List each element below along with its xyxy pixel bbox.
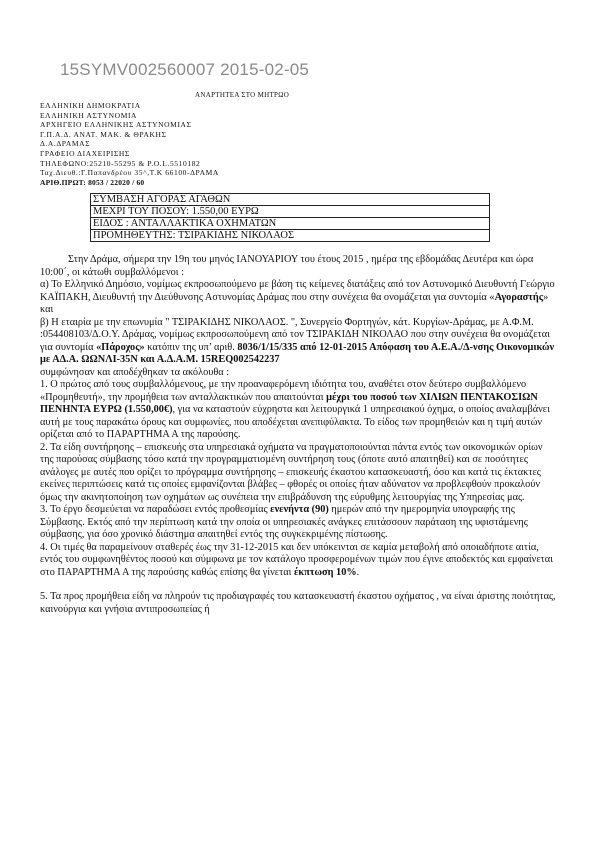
contract-item: ΕΙΔΟΣ : ΑΝΤΑΛΛΑΚΤΙΚΑ ΟΧΗΜΑΤΩΝ [91,218,490,230]
term-4-text: 4. Οι τιμές θα παραμείνουν σταθερές έως την 31-12-2015 και δεν υπόκεινται σε καμία μεταβολή από οποιαδήποτε αιτία, εντός του συμφωνηθέντος ποσού και σύμφωνα με τον κατάλογο προσφερομένων τιμών που έγινε αποδεκτός και εμφαίνεται στο ΠΑΡΑΡΤΗΜΑ Α της παρούσης καθώς επίσης θα γίνεται [40,541,553,578]
party-a-text-end: » και [40,291,549,315]
agreed-line: συμφώνησαν και αποδέχθηκαν τα ακόλουθα : [40,366,230,378]
contract-amount: ΜΕΧΡΙ ΤΟΥ ΠΟΣΟΥ: 1.550,00 ΕΥΡΩ [91,206,490,218]
term-2: 2. Τα είδη συντήρησης – επισκευής στα υπηρεσιακά οχήματα να πραγματοποιούνται πάντα εντός των οικονομικών ορίων της παρούσας σύμβασης τόσο κατά την προγραμματισμένη συντήρηση τους (όποτε αυτό απαιτηθεί) και σε ποσότητες ανάλογες με αυτές που ορίζει το πρόγραμμα συντήρησης – επισκευής έκαστου κατασκευαστή, όσο και κατά τις έκτακτες εκείνες περιπτώσεις κατά τις οποίες εμφανίζονται βλάβες – φθορές οι οποίες ήταν αδύνατον να προβλεφθούν προκαλούν όμως την ακινητοποίηση των οχημάτων ως συνέπεια την επιβράδυνση της εύρυθμης λειτουργίας της Υπηρεσίας μας. [40,441,543,503]
term-5: 5. Τα προς προμήθεια είδη να πληρούν τις προδιαγραφές του κατασκευαστή έκαστου οχήματος , να είναι άριστης ποιότητας, καινούργια και γνήσια αντιπροσωπείας ή [40,591,556,615]
header-line: ΕΛΛΗΝΙΚΗ ΔΗΜΟΚΡΑΤΙΑ [40,101,141,110]
party-a-paragraph [40,279,558,317]
contract-supplier: ΠΡΟΜΗΘΕΥΤΗΣ: ΤΣΙΡΑΚΙΔΗΣ ΝΙΚΟΛΑΟΣ [91,230,490,242]
term-4-text-end: . [356,566,360,578]
header-line: Ταχ.Διευθ.:Γ.Παπανδρέου 35^,Τ.Κ 66100-ΔΡΑΜΑ [40,168,219,178]
term-3 [40,504,558,542]
party-b-paragraph [40,317,558,367]
paragraph-gap [40,579,558,591]
reference-number: ΑΡΙΘ.ΠΡΩΤ: 8053 / 22020 / 60 [40,177,145,187]
term-3-deadline: ενενήντα (90) [270,504,329,515]
contract-type: ΣΥΜΒΑΣΗ ΑΓΟΡΑΣ ΑΓΑΘΩΝ [91,194,490,206]
header-line: ΤΗΛΕΦΩΝΟ:25210-55295 & Ρ.Ο.L.5510182 [40,158,201,168]
term-1 [40,379,558,442]
term-3-text-end: ημερών από την ημερομηνία υπογραφής της Σύμβασης. Εκτός από την περίπτωση κατά την οποία οι υπηρεσιακές ανάγκες επιτάσσουν παράταση της υφιστάμενης σύμβασης, για όσο χρονικό διάστημα απαιτηθεί εντός της συγκεκριμένης πίστωσης. [40,504,528,540]
term-4 [40,542,558,580]
header-line: Γ.Π.Α.Δ. ΑΝΑΤ. ΜΑΚ. & ΘΡΑΚΗΣ [40,129,167,139]
term-1-text: 1. Ο πρώτος από τους συμβαλλόμενους, με την προαναφερόμενη ιδιότητα του, αναθέτει στον δεύτερο συμβαλλόμενο «Προμηθευτή», την προμήθεια των ανταλλακτικών που απαιτούνται [40,379,527,403]
term-4-discount: έκπτωση 10% [294,566,357,578]
party-b-role: «Πάροχος» [96,341,145,353]
header-line: ΓΡΑΦΕΙΟ ΔΙΑΧΕΙΡΙΣΗΣ [40,148,130,158]
document-stamp: 15SYMV002560007 2015-02-05 [60,60,310,79]
authority-header [40,101,290,187]
header-line: ΕΛΛΗΝΙΚΗ ΑΣΤΥΝΟΜΙΑ [40,110,138,120]
header-line: ΑΡΧΗΓΕΙΟ ΕΛΛΗΝΙΚΗΣ ΑΣΤΥΝΟΜΙΑΣ [40,120,192,130]
party-b-text-mid: κατόπιν της υπ’ αριθ. [144,341,235,353]
contract-summary-box [90,193,490,242]
term-1-text-end: , για να καταστούν εύχρηστα και λειτουργικά 1 υπηρεσιακού όχημα, ο οποίος αναλαμβάνει αυτή με τους παρακάτω όρους και συμφωνίες, που αποδέχεται ανεπιφύλακτα. Το είδος των προμηθειών και η τιμή αυτών ορίζεται από το ΠΑΡΑΡΤΗΜΑ Α της παρούσης. [40,404,550,440]
party-a-text: α) Το Ελληνικό Δημόσιο, νομίμως εκπροσωπούμενο με βάση τις κείμενες διατάξεις από τον Αστυνομικό Διευθυντή Γεώργιο ΚΑΪΠΑΚΗ, Διευθυντή την Διεύθυνσης Αστυνομίας Δράμας που στην συνέχεια θα ονομάζεται για συντομία « [40,279,555,303]
contract-body [40,254,558,616]
header-line: Δ.Α.ΔΡΑΜΑΣ [40,139,91,149]
term-3-text: 3. Το έργο δεσμεύεται να παραδώσει εντός προθεσμίας [40,504,268,515]
term-1-amount: μέχρι του ποσού των ΧΙΛΙΩΝ ΠΕΝΤΑΚΟΣΙΩΝ ΠΕΝΗΝΤΑ ΕΥΡΩ (1.550,00€) [40,391,538,415]
intro-paragraph: Στην Δράμα, σήμερα την 19η του μηνός ΙΑΝΟΥΑΡΙΟΥ του έτους 2015 , ημέρα της εβδομάδας Δευτέρα και ώρα 10:00΄, οι κάτωθι συμβαλλόμενοι : [40,254,534,278]
party-b-text: β) Η εταιρία με την επωνυμία " ΤΣΙΡΑΚΙΔΗΣ ΝΙΚΟΛΑΟΣ. ", Συνεργείο Φορτηγών, κάτ. Κυργίων-Δράμας, με Α.Φ.Μ. :054408103/Δ.Ο.Υ. Δράμας, νομίμως εκπροσωπούμενη από τον ΤΣΙΡΑΚΙΔΗ ΝΙΚΟΛΑΟ που στην συνέχεια θα ονομάζεται για συντομία [40,316,550,353]
posting-label: ΑΝΑΡΤΗΤΕΑ ΣΤΟ ΜΗΤΡΩΟ [195,91,290,99]
party-a-role: Αγοραστής [494,291,544,303]
decision-reference: 8036/1/15/335 από 12-01-2015 Απόφαση του Α.Ε.Α./Δ-νσης Οικονομικών με ΑΔ.Α. ΩΩΝΛΙ-35Ν και Α.Δ.Α.Μ. 15REQ002542237 [40,341,555,365]
